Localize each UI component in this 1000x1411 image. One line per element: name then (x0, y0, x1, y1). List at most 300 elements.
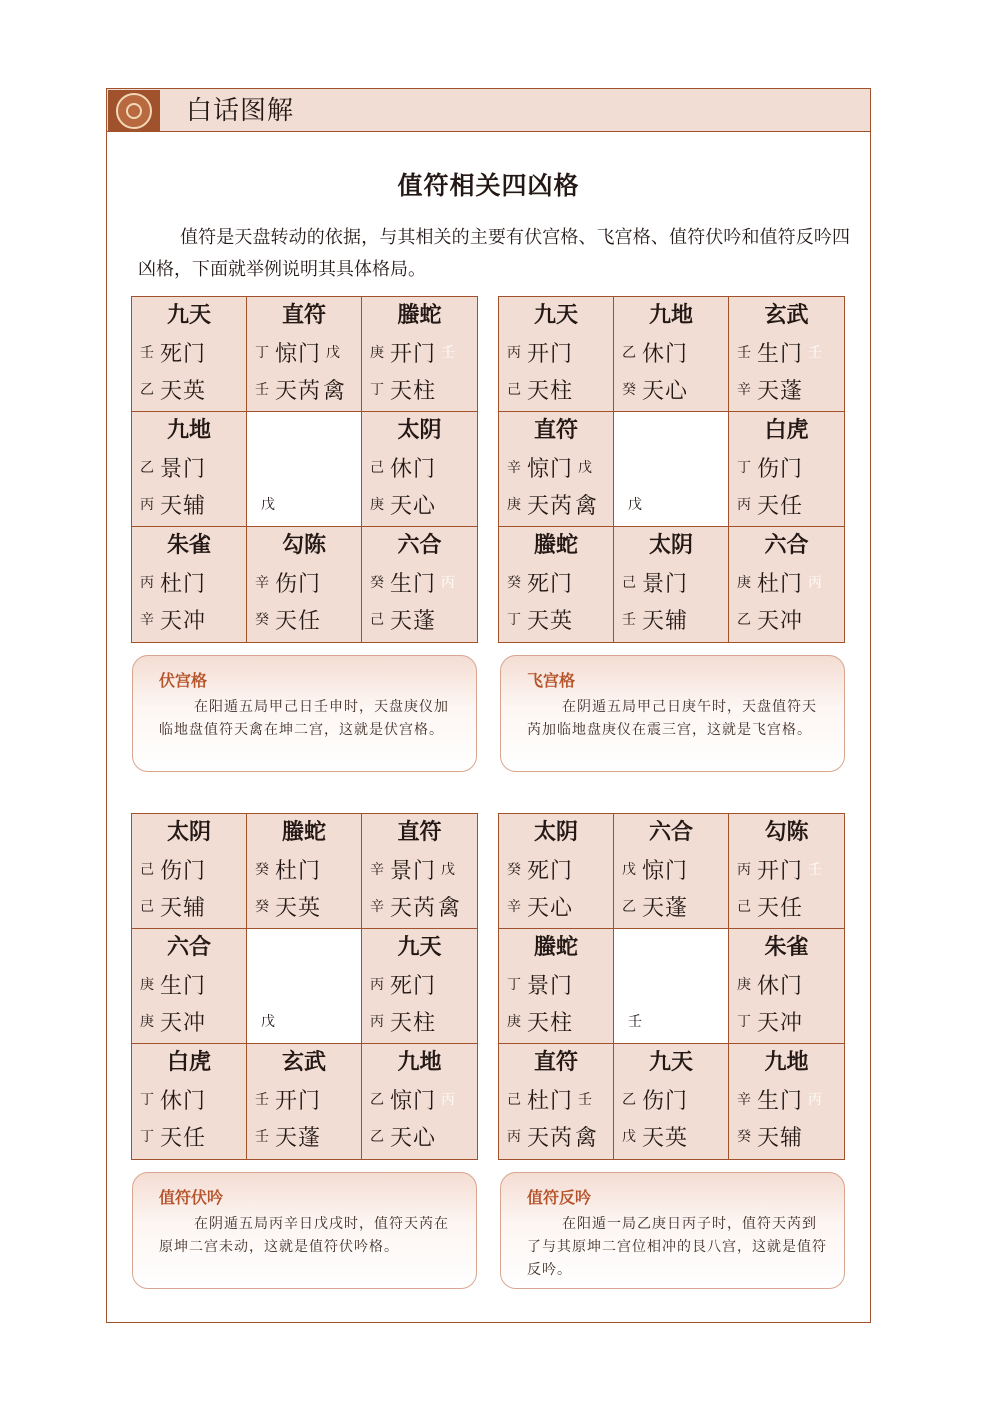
center-stem: 壬 (628, 1014, 642, 1030)
ghost-stem: 壬 (441, 345, 456, 361)
star-row (737, 1006, 840, 1036)
star-row (255, 604, 357, 634)
star-name: 天心 (527, 895, 574, 921)
spirit-name: 九天 (397, 935, 442, 960)
door-name: 死门 (390, 973, 437, 999)
pattern-note-box (132, 655, 477, 772)
door-name: 伤门 (757, 456, 804, 482)
spirit-name: 六合 (764, 533, 809, 558)
ornament-emblem-icon (108, 90, 160, 131)
door-row (370, 567, 473, 597)
door-name: 休门 (160, 1088, 207, 1114)
star-name: 天心 (390, 493, 437, 519)
door-row (255, 337, 357, 367)
star-name: 天冲 (160, 608, 207, 634)
star-name: 天冲 (757, 608, 804, 634)
center-palace (614, 412, 729, 527)
star-name: 天英 (642, 1125, 689, 1151)
spirit-name: 玄武 (764, 303, 809, 328)
star-row (140, 1121, 242, 1151)
door-row (507, 1084, 609, 1114)
star-name: 天心 (642, 378, 689, 404)
extra-stem: 戊 (441, 862, 456, 878)
heaven-stem: 庚 (507, 1014, 521, 1030)
palace-cell (132, 929, 247, 1044)
extra-stem: 禽 (323, 378, 346, 404)
palace-cell (247, 527, 362, 642)
door-row (507, 337, 609, 367)
palace-cell (132, 814, 247, 929)
star-row (507, 1006, 609, 1036)
heaven-stem: 丁 (140, 1129, 154, 1145)
palace-cell (499, 412, 614, 527)
palace-cell (362, 412, 477, 527)
heaven-stem: 乙 (140, 460, 154, 476)
palace-cell (499, 297, 614, 412)
heaven-stem: 辛 (507, 460, 521, 476)
star-row (737, 604, 840, 634)
spirit-name: 太阴 (648, 533, 693, 558)
spirit-name: 九天 (166, 303, 211, 328)
star-row (737, 374, 840, 404)
spirit-name: 螣蛇 (397, 303, 442, 328)
heaven-stem: 丙 (370, 977, 384, 993)
door-name: 休门 (390, 456, 437, 482)
star-name: 天蓬 (275, 1125, 322, 1151)
door-name: 开门 (757, 858, 804, 884)
door-row (370, 452, 473, 482)
star-name: 天任 (275, 608, 322, 634)
ghost-stem: 壬 (808, 345, 823, 361)
star-name: 天英 (275, 895, 322, 921)
door-row (622, 567, 724, 597)
door-row (507, 854, 609, 884)
ghost-stem: 丙 (808, 1092, 823, 1108)
door-name: 生门 (757, 1088, 804, 1114)
door-row (737, 452, 840, 482)
heaven-stem: 壬 (622, 612, 636, 628)
star-row (737, 1121, 840, 1151)
star-row (622, 604, 724, 634)
door-row (507, 567, 609, 597)
star-row (140, 604, 242, 634)
heaven-stem: 乙 (622, 1092, 636, 1108)
star-name: 天柱 (390, 1010, 437, 1036)
star-name: 天任 (160, 1125, 207, 1151)
palace-cell (499, 1044, 614, 1159)
palace-cell (362, 297, 477, 412)
star-name: 天英 (160, 378, 207, 404)
heaven-stem: 庚 (370, 345, 384, 361)
pattern-title: 值符反吟 (527, 1188, 592, 1207)
heaven-stem: 丁 (140, 1092, 154, 1108)
palace-cell (247, 297, 362, 412)
door-row (255, 567, 357, 597)
heaven-stem: 庚 (140, 977, 154, 993)
spirit-name: 直符 (533, 1050, 578, 1075)
spirit-name: 九地 (397, 1050, 442, 1075)
door-name: 开门 (390, 341, 437, 367)
palace-cell (614, 297, 729, 412)
extra-stem: 戊 (578, 460, 593, 476)
heaven-stem: 丙 (370, 1014, 384, 1030)
door-row (622, 337, 724, 367)
qimen-chart-4 (498, 813, 845, 1160)
heaven-stem: 癸 (507, 862, 521, 878)
door-name: 生门 (160, 973, 207, 999)
palace-cell (729, 527, 844, 642)
door-row (255, 1084, 357, 1114)
emblem-ring (116, 93, 152, 129)
center-palace (247, 412, 362, 527)
heaven-stem: 庚 (737, 575, 751, 591)
star-name: 天芮 (390, 895, 437, 921)
spirit-name: 螣蛇 (533, 935, 578, 960)
spirit-name: 朱雀 (764, 935, 809, 960)
heaven-stem: 丁 (370, 382, 384, 398)
spirit-name: 九地 (764, 1050, 809, 1075)
extra-stem: 禽 (575, 493, 598, 519)
center-stem: 戊 (261, 497, 275, 513)
spirit-name: 白虎 (764, 418, 809, 443)
spirit-name: 直符 (533, 418, 578, 443)
heaven-stem: 辛 (370, 899, 384, 915)
palace-cell (247, 1044, 362, 1159)
door-name: 伤门 (275, 571, 322, 597)
star-row (507, 604, 609, 634)
door-name: 死门 (160, 341, 207, 367)
ghost-stem: 丙 (441, 1092, 456, 1108)
qimen-chart-2 (498, 296, 845, 643)
heaven-stem: 庚 (737, 977, 751, 993)
heaven-stem: 戊 (622, 862, 636, 878)
ghost-stem: 丙 (441, 575, 456, 591)
star-row (370, 1121, 473, 1151)
pattern-description: 在阴遁五局甲己日庚午时，天盘值符天芮加临地盘庚仪在震三宫，这就是飞宫格。 (527, 699, 817, 738)
extra-stem: 壬 (578, 1092, 593, 1108)
door-row (370, 854, 473, 884)
heaven-stem: 癸 (622, 382, 636, 398)
page-title: 值符相关四凶格 (397, 171, 580, 200)
heaven-stem: 癸 (255, 862, 269, 878)
door-name: 杜门 (160, 571, 207, 597)
spirit-name: 九地 (648, 303, 693, 328)
star-name: 天蓬 (642, 895, 689, 921)
star-name: 天辅 (757, 1125, 804, 1151)
door-name: 开门 (275, 1088, 322, 1114)
door-name: 死门 (527, 858, 574, 884)
palace-cell (499, 929, 614, 1044)
spirit-name: 白虎 (166, 1050, 211, 1075)
spirit-name: 太阴 (166, 820, 211, 845)
door-name: 惊门 (390, 1088, 437, 1114)
door-row (737, 567, 840, 597)
heaven-stem: 丁 (737, 1014, 751, 1030)
heaven-stem: 癸 (737, 1129, 751, 1145)
center-palace (614, 929, 729, 1044)
heaven-stem: 丙 (507, 1129, 521, 1145)
palace-cell (729, 412, 844, 527)
palace-cell (729, 929, 844, 1044)
pattern-description: 在阴遁五局丙辛日戊戌时，值符天芮在原坤二宫未动，这就是值符伏吟格。 (159, 1216, 449, 1255)
door-name: 伤门 (160, 858, 207, 884)
door-row (255, 854, 357, 884)
heaven-stem: 己 (737, 899, 751, 915)
star-name: 天任 (757, 895, 804, 921)
heaven-stem: 辛 (140, 612, 154, 628)
star-name: 天冲 (160, 1010, 207, 1036)
pattern-description: 在阳遁五局甲己日壬申时，天盘庚仪加临地盘值符天禽在坤二宫，这就是伏宫格。 (159, 699, 449, 738)
star-name: 天蓬 (390, 608, 437, 634)
spirit-name: 直符 (281, 303, 326, 328)
heaven-stem: 丁 (255, 345, 269, 361)
door-name: 伤门 (642, 1088, 689, 1114)
pattern-description: 在阳遁一局乙庚日丙子时，值符天芮到了与其原坤二宫位相冲的艮八宫，这就是值符反吟。 (527, 1216, 827, 1278)
heaven-stem: 壬 (140, 345, 154, 361)
heaven-stem: 庚 (370, 497, 384, 513)
spirit-name: 六合 (397, 533, 442, 558)
intro-paragraph: 值符是天盘转动的依据，与其相关的主要有伏宫格、飞宫格、值符伏吟和值符反吟四凶格，下面就举例说明其具体格局。 (138, 227, 850, 280)
heaven-stem: 乙 (370, 1129, 384, 1145)
star-row (140, 489, 242, 519)
door-row (370, 1084, 473, 1114)
heaven-stem: 己 (140, 862, 154, 878)
door-name: 杜门 (527, 1088, 574, 1114)
door-row (140, 567, 242, 597)
star-name: 天心 (390, 1125, 437, 1151)
star-row (622, 1121, 724, 1151)
pattern-title: 飞宫格 (527, 671, 576, 690)
star-row (370, 891, 473, 921)
heaven-stem: 辛 (255, 575, 269, 591)
extra-stem: 禽 (575, 1125, 598, 1151)
pattern-note-box (132, 1172, 477, 1289)
door-name: 杜门 (757, 571, 804, 597)
palace-cell (132, 1044, 247, 1159)
door-row (737, 854, 840, 884)
door-row (622, 1084, 724, 1114)
heaven-stem: 辛 (507, 899, 521, 915)
heaven-stem: 癸 (255, 612, 269, 628)
palace-cell (132, 527, 247, 642)
heaven-stem: 乙 (737, 612, 751, 628)
star-row (140, 374, 242, 404)
heaven-stem: 癸 (370, 575, 384, 591)
heaven-stem: 己 (507, 1092, 521, 1108)
spirit-name: 太阴 (533, 820, 578, 845)
star-name: 天英 (527, 608, 574, 634)
spirit-name: 朱雀 (166, 533, 211, 558)
star-row (737, 891, 840, 921)
star-row (507, 891, 609, 921)
door-row (140, 969, 242, 999)
center-stem: 戊 (628, 497, 642, 513)
heaven-stem: 己 (370, 460, 384, 476)
star-row (255, 891, 357, 921)
palace-cell (729, 297, 844, 412)
door-name: 景门 (642, 571, 689, 597)
heaven-stem: 己 (622, 575, 636, 591)
palace-cell (614, 527, 729, 642)
door-name: 杜门 (275, 858, 322, 884)
palace-cell (614, 1044, 729, 1159)
star-row (622, 374, 724, 404)
heaven-stem: 丙 (140, 575, 154, 591)
star-name: 天柱 (527, 1010, 574, 1036)
palace-cell (362, 929, 477, 1044)
door-name: 死门 (527, 571, 574, 597)
heaven-stem: 壬 (255, 1092, 269, 1108)
pattern-note-box (500, 1172, 845, 1289)
palace-cell (362, 814, 477, 929)
spirit-name: 勾陈 (281, 533, 326, 558)
center-stem: 戊 (261, 1014, 275, 1030)
star-name: 天辅 (160, 895, 207, 921)
door-row (370, 337, 473, 367)
spirit-name: 六合 (166, 935, 211, 960)
heaven-stem: 丁 (507, 977, 521, 993)
heaven-stem: 丙 (507, 345, 521, 361)
star-row (370, 374, 473, 404)
star-name: 天芮 (527, 1125, 574, 1151)
door-name: 惊门 (275, 341, 322, 367)
spirit-name: 九天 (533, 303, 578, 328)
spirit-name: 勾陈 (764, 820, 809, 845)
door-row (507, 969, 609, 999)
star-name: 天柱 (390, 378, 437, 404)
door-name: 惊门 (527, 456, 574, 482)
qimen-chart-1 (131, 296, 478, 643)
star-row (507, 1121, 609, 1151)
palace-cell (729, 814, 844, 929)
heaven-stem: 丙 (737, 497, 751, 513)
heaven-stem: 丙 (737, 862, 751, 878)
heaven-stem: 辛 (737, 1092, 751, 1108)
heaven-stem: 丙 (140, 497, 154, 513)
spirit-name: 六合 (648, 820, 693, 845)
star-name: 天任 (757, 493, 804, 519)
heaven-stem: 己 (140, 899, 154, 915)
heaven-stem: 壬 (255, 1129, 269, 1145)
spirit-name: 九地 (166, 418, 211, 443)
door-row (622, 854, 724, 884)
heaven-stem: 庚 (507, 497, 521, 513)
heaven-stem: 乙 (622, 899, 636, 915)
heaven-stem: 癸 (507, 575, 521, 591)
star-row (737, 489, 840, 519)
header-title: 白话图解 (186, 96, 295, 126)
star-row (140, 1006, 242, 1036)
door-row (140, 854, 242, 884)
palace-cell (729, 1044, 844, 1159)
star-row (507, 374, 609, 404)
door-row (370, 969, 473, 999)
door-name: 休门 (757, 973, 804, 999)
heaven-stem: 戊 (622, 1129, 636, 1145)
heaven-stem: 壬 (255, 382, 269, 398)
heaven-stem: 乙 (140, 382, 154, 398)
heaven-stem: 丁 (737, 460, 751, 476)
heaven-stem: 辛 (370, 862, 384, 878)
heaven-stem: 乙 (622, 345, 636, 361)
star-row (507, 489, 609, 519)
star-row (370, 604, 473, 634)
star-name: 天芮 (275, 378, 322, 404)
emblem-core (126, 103, 142, 119)
spirit-name: 九天 (648, 1050, 693, 1075)
star-name: 天辅 (160, 493, 207, 519)
palace-cell (499, 814, 614, 929)
star-row (255, 374, 357, 404)
heaven-stem: 辛 (737, 382, 751, 398)
palace-cell (499, 527, 614, 642)
heaven-stem: 乙 (370, 1092, 384, 1108)
door-name: 休门 (642, 341, 689, 367)
door-name: 生门 (757, 341, 804, 367)
palace-cell (132, 412, 247, 527)
door-name: 景门 (527, 973, 574, 999)
star-row (255, 1121, 357, 1151)
door-row (507, 452, 609, 482)
heaven-stem: 壬 (737, 345, 751, 361)
qimen-chart-3 (131, 813, 478, 1160)
star-name: 天冲 (757, 1010, 804, 1036)
ghost-stem: 壬 (808, 862, 823, 878)
spirit-name: 太阴 (397, 418, 442, 443)
pattern-title: 伏宫格 (159, 671, 208, 690)
door-name: 生门 (390, 571, 437, 597)
spirit-name: 直符 (397, 820, 442, 845)
heaven-stem: 己 (370, 612, 384, 628)
door-row (737, 337, 840, 367)
palace-cell (362, 1044, 477, 1159)
spirit-name: 玄武 (281, 1050, 326, 1075)
door-row (737, 969, 840, 999)
extra-stem: 禽 (438, 895, 461, 921)
door-row (140, 452, 242, 482)
heaven-stem: 癸 (255, 899, 269, 915)
star-name: 天芮 (527, 493, 574, 519)
extra-stem: 戊 (326, 345, 341, 361)
star-name: 天柱 (527, 378, 574, 404)
palace-cell (614, 814, 729, 929)
star-name: 天蓬 (757, 378, 804, 404)
door-row (140, 337, 242, 367)
star-row (140, 891, 242, 921)
door-name: 惊门 (642, 858, 689, 884)
door-row (140, 1084, 242, 1114)
heaven-stem: 庚 (140, 1014, 154, 1030)
spirit-name: 螣蛇 (533, 533, 578, 558)
center-palace (247, 929, 362, 1044)
star-row (622, 891, 724, 921)
heaven-stem: 丁 (507, 612, 521, 628)
pattern-note-box (500, 655, 845, 772)
spirit-name: 螣蛇 (281, 820, 326, 845)
star-name: 天辅 (642, 608, 689, 634)
door-name: 开门 (527, 341, 574, 367)
heaven-stem: 己 (507, 382, 521, 398)
pattern-title: 值符伏吟 (159, 1188, 224, 1207)
door-name: 景门 (160, 456, 207, 482)
palace-cell (247, 814, 362, 929)
palace-cell (362, 527, 477, 642)
ghost-stem: 丙 (808, 575, 823, 591)
star-row (370, 489, 473, 519)
star-row (370, 1006, 473, 1036)
door-row (737, 1084, 840, 1114)
door-name: 景门 (390, 858, 437, 884)
